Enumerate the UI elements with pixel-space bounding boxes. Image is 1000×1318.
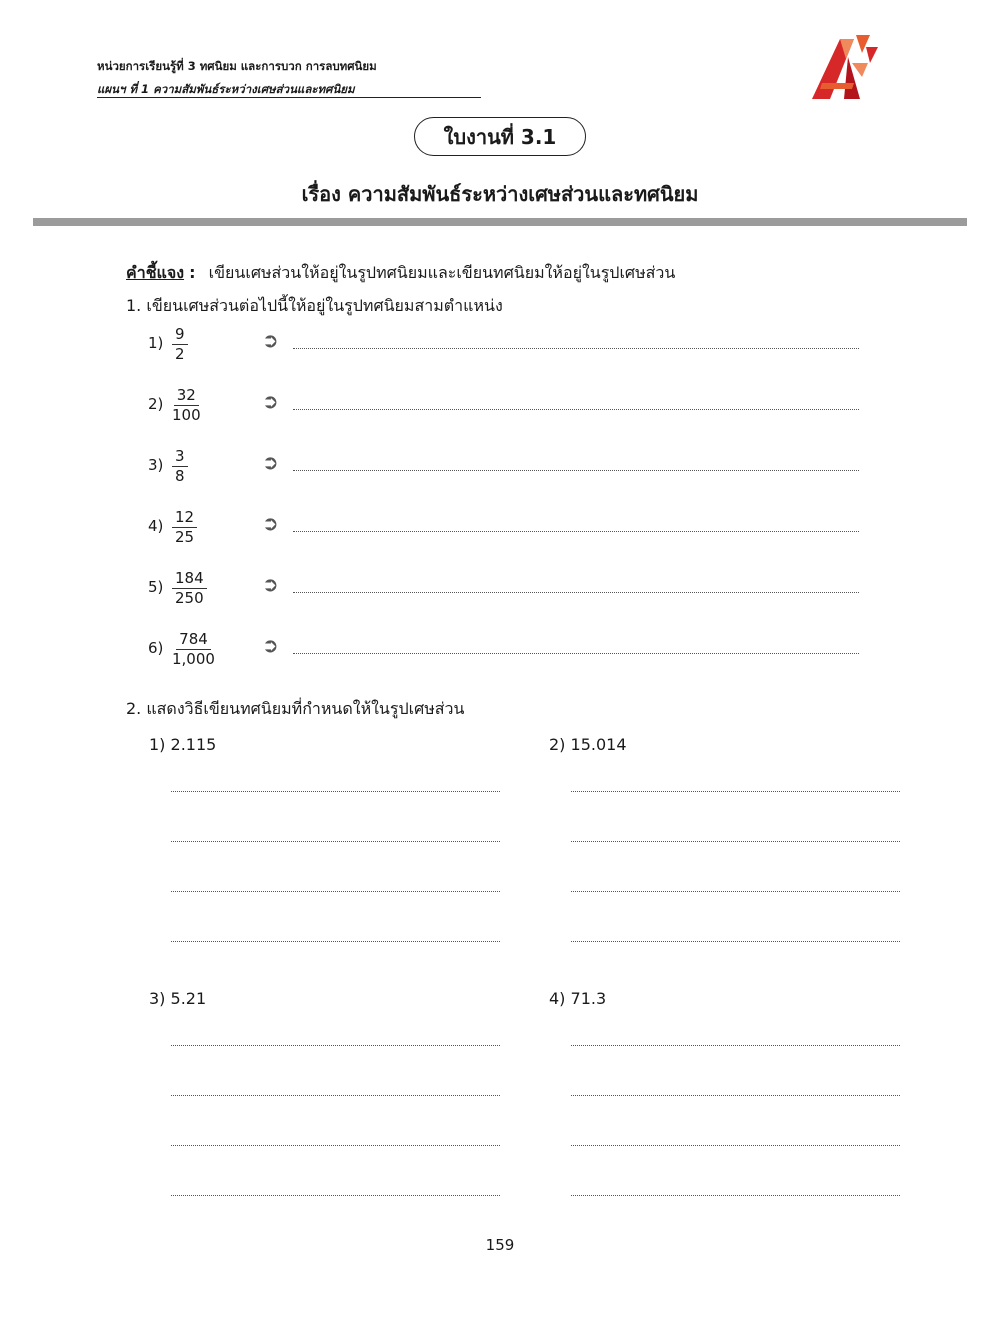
section2-heading: 2. แสดงวิธีเขียนทศนิยมที่กำหนดให้ในรูปเศษส่วน bbox=[126, 699, 465, 718]
numerator: 12 bbox=[172, 508, 197, 528]
denominator: 250 bbox=[175, 589, 204, 607]
answer-line[interactable] bbox=[571, 1095, 900, 1096]
answer-line[interactable] bbox=[171, 1045, 500, 1046]
instructions-label: คำชี้แจง bbox=[126, 263, 185, 282]
answer-line[interactable] bbox=[571, 791, 900, 792]
worksheet-subtitle: เรื่อง ความสัมพันธ์ระหว่างเศษส่วนและทศนิยม bbox=[301, 182, 699, 206]
answer-line[interactable] bbox=[293, 348, 859, 349]
answer-line[interactable] bbox=[171, 791, 500, 792]
answer-line[interactable] bbox=[293, 592, 859, 593]
numerator: 184 bbox=[172, 569, 207, 589]
instructions-colon: : bbox=[189, 263, 196, 282]
answer-line[interactable] bbox=[293, 653, 859, 654]
header-underline bbox=[97, 97, 481, 98]
page-number: 159 bbox=[485, 1236, 515, 1254]
fraction-item-number: 4) bbox=[148, 517, 164, 535]
fraction-item-number: 6) bbox=[148, 639, 164, 657]
fraction bbox=[172, 447, 188, 486]
answer-line[interactable] bbox=[293, 470, 859, 471]
answer-line[interactable] bbox=[171, 841, 500, 842]
answer-line[interactable] bbox=[171, 1145, 500, 1146]
denominator: 1,000 bbox=[172, 650, 215, 668]
decimal-item-label: 1) 2.115 bbox=[149, 735, 217, 754]
answer-line[interactable] bbox=[571, 1145, 900, 1146]
instructions bbox=[126, 261, 675, 286]
fraction bbox=[172, 569, 207, 608]
answer-line[interactable] bbox=[571, 891, 900, 892]
answer-line[interactable] bbox=[571, 841, 900, 842]
section-divider bbox=[33, 218, 967, 226]
fraction-item-number: 2) bbox=[148, 395, 164, 413]
answer-line[interactable] bbox=[293, 531, 859, 532]
answer-line[interactable] bbox=[571, 1195, 900, 1196]
numerator: 3 bbox=[172, 447, 188, 467]
numerator: 784 bbox=[176, 630, 211, 650]
answer-line[interactable] bbox=[571, 941, 900, 942]
answer-line[interactable] bbox=[293, 409, 859, 410]
answer-line[interactable] bbox=[571, 1045, 900, 1046]
answer-line[interactable] bbox=[171, 1195, 500, 1196]
answer-line[interactable] bbox=[171, 891, 500, 892]
answer-line[interactable] bbox=[171, 1095, 500, 1096]
denominator: 2 bbox=[175, 345, 185, 363]
fraction-item-number: 1) bbox=[148, 334, 164, 352]
arrow-icon: ➲ bbox=[262, 389, 279, 413]
fraction-item-number: 3) bbox=[148, 456, 164, 474]
plan-header: แผนฯ ที่ 1 ความสัมพันธ์ระหว่างเศษส่วนและทศนิยม bbox=[97, 82, 355, 96]
decimal-item-label: 4) 71.3 bbox=[549, 989, 607, 1008]
worksheet-title: ใบงานที่ 3.1 bbox=[414, 117, 586, 156]
fraction-item-number: 5) bbox=[148, 578, 164, 596]
denominator: 8 bbox=[175, 467, 185, 485]
arrow-icon: ➲ bbox=[262, 633, 279, 657]
numerator: 32 bbox=[174, 386, 199, 406]
arrow-icon: ➲ bbox=[262, 328, 279, 352]
arrow-icon: ➲ bbox=[262, 572, 279, 596]
instructions-text: เขียนเศษส่วนให้อยู่ในรูปทศนิยมและเขียนทศนิยมให้อยู่ในรูปเศษส่วน bbox=[208, 263, 676, 282]
unit-header: หน่วยการเรียนรู้ที่ 3 ทศนิยม และการบวก การลบทศนิยม bbox=[97, 59, 377, 73]
arrow-icon: ➲ bbox=[262, 511, 279, 535]
decimal-item-label: 3) 5.21 bbox=[149, 989, 207, 1008]
fraction bbox=[172, 508, 197, 547]
fraction bbox=[172, 630, 215, 669]
decimal-item-label: 2) 15.014 bbox=[549, 735, 627, 754]
aksorn-a-logo-icon bbox=[810, 33, 878, 100]
section1-heading: 1. เขียนเศษส่วนต่อไปนี้ให้อยู่ในรูปทศนิยมสามตำแหน่ง bbox=[126, 296, 503, 315]
answer-line[interactable] bbox=[171, 941, 500, 942]
denominator: 100 bbox=[172, 406, 201, 424]
fraction bbox=[172, 386, 201, 425]
denominator: 25 bbox=[175, 528, 195, 546]
arrow-icon: ➲ bbox=[262, 450, 279, 474]
fraction bbox=[172, 325, 188, 364]
numerator: 9 bbox=[172, 325, 188, 345]
